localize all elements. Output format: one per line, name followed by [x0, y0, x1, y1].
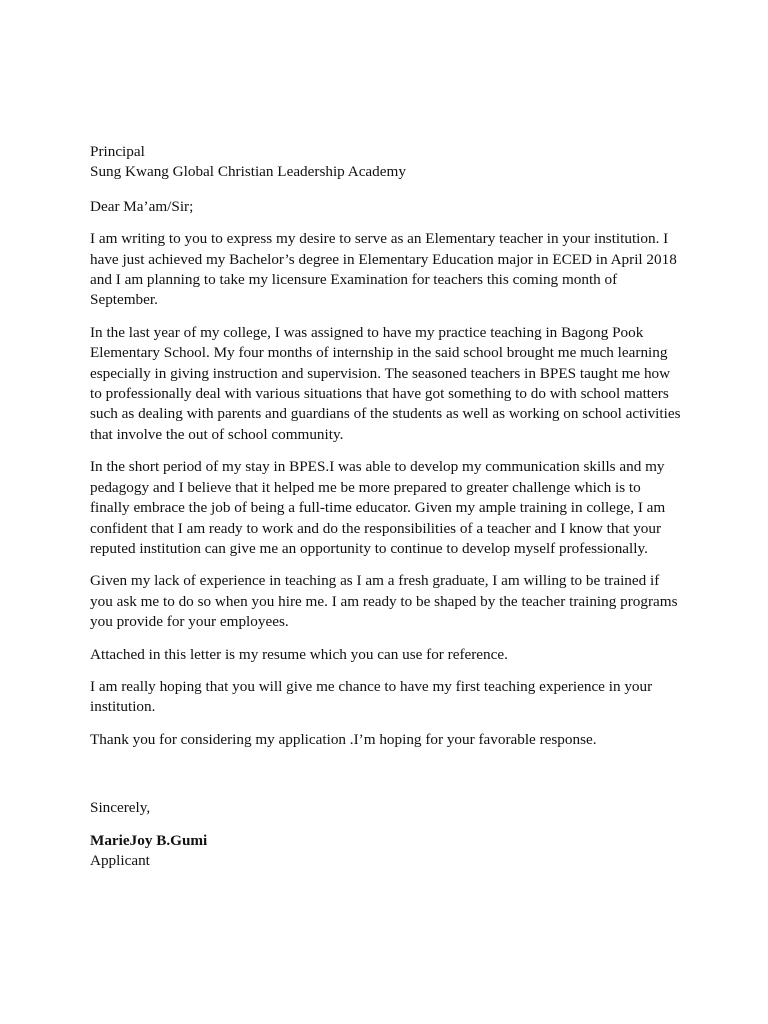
paragraph-hope	[90, 677, 685, 718]
paragraph-line: especially in giving instruction and supervision. The seasoned teachers in BPES taught me how	[90, 364, 671, 382]
paragraph-line: finally embrace the job of being a full-time educator. Given my ample training in college, I am	[90, 499, 666, 517]
paragraph-training	[90, 571, 685, 632]
paragraph-line: I am really hoping that you will give me chance to have my first teaching experience in your	[90, 677, 653, 695]
paragraph-line: pedagogy and I believe that it helped me be more prepared to greater challenge which is to	[90, 478, 641, 496]
paragraph-internship	[90, 323, 685, 445]
recipient-title: Principal	[90, 143, 145, 160]
paragraph-line: have just achieved my Bachelor’s degree in Elementary Education major in ECED in April 2018	[90, 250, 677, 268]
paragraph-line: In the short period of my stay in BPES.I was able to develop my communication skills and my	[90, 458, 665, 476]
paragraph-line: to professionally deal with various situations that have got something to do with school matters	[90, 385, 669, 403]
paragraph-line: Elementary School. My four months of internship in the said school brought me much learning	[90, 344, 668, 362]
spacer	[90, 183, 685, 197]
paragraph-intro	[90, 229, 685, 311]
signature-name: MarieJoy B.Gumi	[90, 831, 208, 849]
paragraph-resume	[90, 645, 685, 665]
signature-role: Applicant	[90, 851, 150, 869]
recipient-block	[90, 142, 685, 183]
paragraph-line: I am writing to you to express my desire to serve as an Elementary teacher in your institution. I	[90, 230, 669, 248]
paragraph-line: reputed institution can give me an opportunity to continue to develop myself professionally.	[90, 539, 648, 557]
paragraph-line: Thank you for considering my application .I’m hoping for your favorable response.	[90, 730, 597, 748]
closing-text: Sincerely,	[90, 799, 151, 817]
paragraph-line: you provide for your employees.	[90, 613, 289, 631]
recipient-organization: Sung Kwang Global Christian Leadership Academy	[90, 163, 406, 181]
salutation-text: Dear Ma’am/Sir;	[90, 197, 194, 215]
cover-letter	[90, 142, 685, 871]
paragraph-thanks	[90, 730, 685, 750]
paragraph-line: Given my lack of experience in teaching as I am a fresh graduate, I am willing to be trained if	[90, 572, 660, 590]
paragraph-line: confident that I am ready to work and do the responsibilities of a teacher and I know that your	[90, 519, 662, 537]
paragraph-line: and I am planning to take my licensure Examination for teachers this coming month of	[90, 271, 618, 289]
paragraph-line: In the last year of my college, I was assigned to have my practice teaching in Bagong Pook	[90, 323, 644, 341]
salutation	[90, 197, 685, 217]
paragraph-line: Attached in this letter is my resume which you can use for reference.	[90, 645, 508, 663]
paragraph-line: institution.	[90, 698, 156, 716]
paragraph-line: you ask me to do so when you hire me. I am ready to be shaped by the teacher training programs	[90, 592, 678, 610]
paragraph-line: September.	[90, 291, 158, 309]
spacer	[90, 762, 685, 798]
paragraph-line: that involve the out of school community.	[90, 425, 344, 443]
signature-block	[90, 831, 685, 872]
paragraph-line: such as dealing with parents and guardians of the students as well as working on school activities	[90, 405, 681, 423]
closing	[90, 798, 685, 818]
paragraph-skills	[90, 457, 685, 559]
